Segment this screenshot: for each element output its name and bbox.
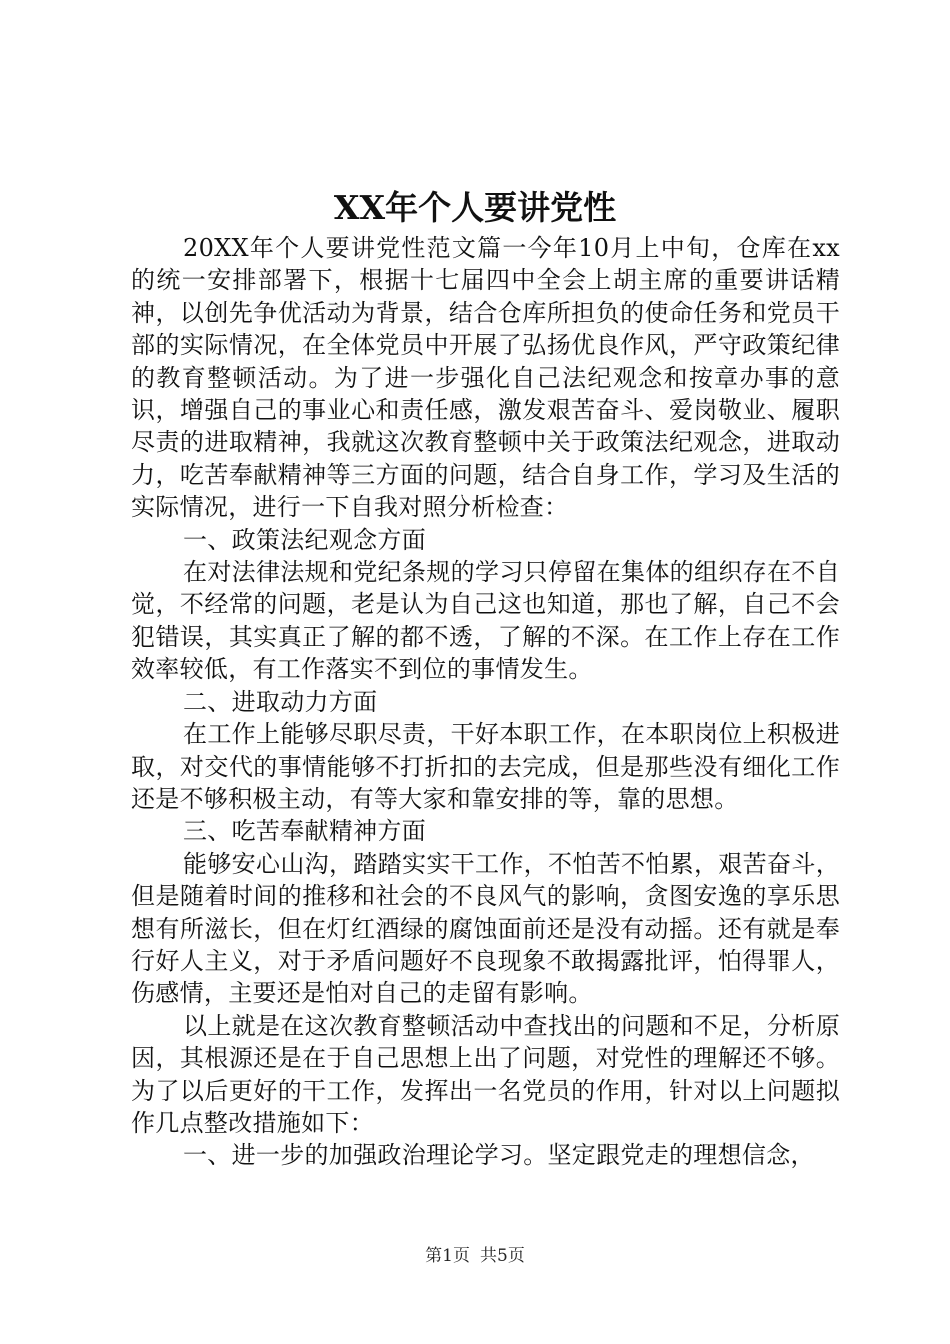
page-footer <box>0 1244 950 1268</box>
paragraph-section-1: 在对法律法规和党纪条规的学习只停留在集体的组织存在不自觉，不经常的问题，老是认为自己这也知道，那也了解，自己不会犯错误，其实真正了解的都不透，了解的不深。在工作上存在工作效率较低，有工作落实不到位的事情发生。 <box>131 558 840 684</box>
paragraph-section-3: 能够安心山沟，踏踏实实干工作，不怕苦不怕累，艰苦奋斗，但是随着时间的推移和社会的不良风气的影响，贪图安逸的享乐思想有所滋长，但在灯红酒绿的腐蚀面前还是没有动摇。还有就是奉行好人主义，对于矛盾问题好不良现象不敢揭露批评，怕得罪人，伤感情，主要还是怕对自己的走留有影响。 <box>131 849 840 1008</box>
page-number: 第1页 <box>425 1246 470 1266</box>
document-body <box>131 232 840 1172</box>
section-heading-2: 二、进取动力方面 <box>183 687 378 716</box>
page-total: 共5页 <box>480 1246 525 1266</box>
section-heading-3: 三、吃苦奉献精神方面 <box>183 817 426 846</box>
paragraph-measure-1: 一、进一步的加强政治理论学习。坚定跟党走的理想信念， <box>183 1141 815 1170</box>
paragraph-summary: 以上就是在这次教育整顿活动中查找出的问题和不足，分析原因，其根源还是在于自己思想上出了问题，对党性的理解还不够。为了以后更好的干工作，发挥出一名党员的作用，针对以上问题拟作几点整改措施如下： <box>131 1011 840 1137</box>
section-heading-1: 一、政策法纪观念方面 <box>183 525 426 554</box>
document-title: XX年个人要讲党性 <box>333 188 617 227</box>
paragraph-intro: 20XX年个人要讲党性范文篇一今年10月上中旬，仓库在xx的统一安排部署下，根据十七届四中全会上胡主席的重要讲话精神，以创先争优活动为背景，结合仓库所担负的使命任务和党员干部的实际情况，在全体党员中开展了弘扬优良作风，严守政策纪律的教育整顿活动。为了进一步强化自己法纪观念和按章办事的意识，增强自己的事业心和责任感，激发艰苦奋斗、爱岗敬业、履职尽责的进取精神，我就这次教育整顿中关于政策法纪观念，进取动力，吃苦奉献精神等三方面的问题，结合自身工作，学习及生活的实际情况，进行一下自我对照分析检查： <box>131 234 840 522</box>
paragraph-section-2: 在工作上能够尽职尽责，干好本职工作，在本职岗位上积极进取，对交代的事情能够不打折扣的去完成，但是那些没有细化工作还是不够积极主动，有等大家和靠安排的等，靠的思想。 <box>131 720 840 813</box>
